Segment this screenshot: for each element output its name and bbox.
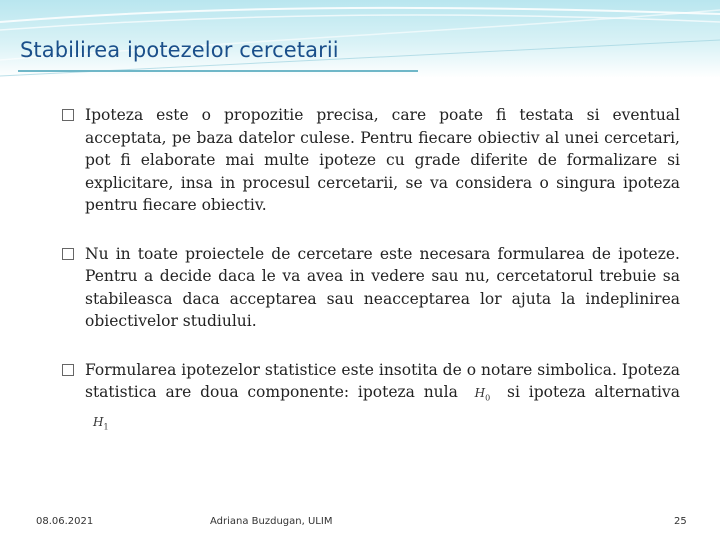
bullet-text: Ipoteza este o propozitie precisa, care poate fi testata si eventual acceptata, pe baza datelor culese. Pentru fiecare obiectiv al unei cercetari, pot fi elaborate mai multe ipoteze cu grade diferite de formalizare si explicitare, insa in procesul cercetarii, se va considera o singura ipoteza pentru fiecare obiectiv. [85, 106, 680, 214]
bullet-item [58, 359, 680, 439]
bullet-item [58, 104, 680, 217]
alternative-hypothesis-symbol [85, 414, 117, 432]
h0-subscript: 0 [485, 393, 491, 403]
bullet-text: Formularea ipotezelor statistice este insotita de o notare simbolica. Ipoteza statistica are doua componente: ipoteza nula [85, 360, 680, 401]
h1-subscript: 1 [103, 422, 109, 432]
bullet-box-icon [62, 109, 74, 121]
footer-date: 08.06.2021 [36, 516, 94, 527]
bullet-text: Nu in toate proiectele de cercetare este necesara formularea de ipoteze. Pentru a decide daca le va avea in vedere sau nu, cercetatorul trebuie sa stabileasca daca acceptarea sau neacceptarea lor ajuta la indeplinirea obiectivelor studiului. [85, 244, 680, 330]
null-hypothesis-symbol [467, 386, 499, 403]
bullet-box-icon [62, 248, 74, 260]
slide-title: Stabilirea ipotezelor cercetarii [20, 38, 339, 62]
h1-letter: H [93, 414, 104, 429]
bullet-item [58, 243, 680, 333]
footer-author: Adriana Buzdugan, ULIM [210, 516, 333, 527]
bullet-box-icon [62, 364, 74, 376]
footer-page-number: 25 [674, 516, 687, 527]
slide-content [58, 104, 680, 465]
title-underline [18, 70, 418, 72]
bullet-text-continued: si ipoteza alternativa [507, 383, 680, 401]
h0-letter: H [474, 386, 486, 400]
